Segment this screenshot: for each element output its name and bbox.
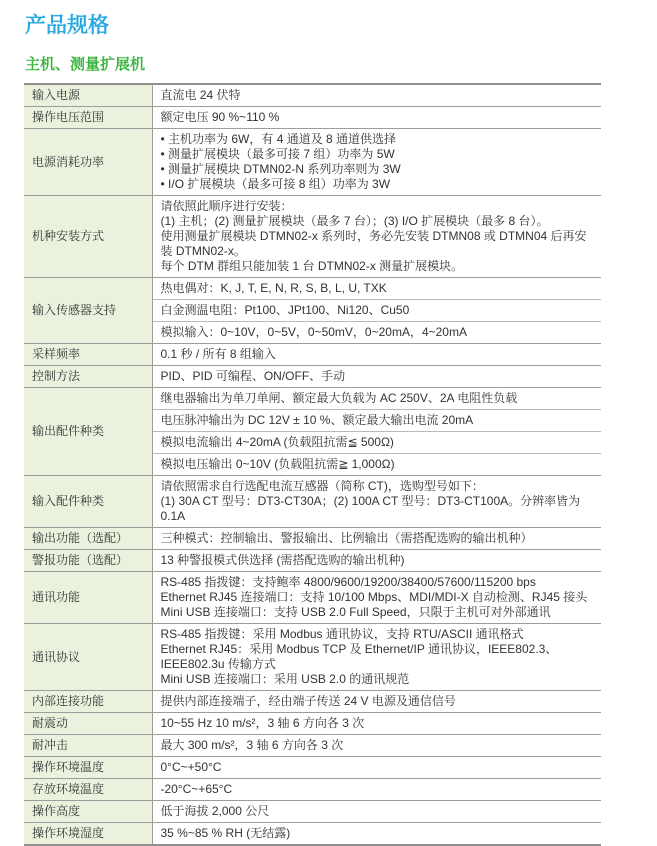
row-sampling-rate (24, 344, 601, 366)
spec-label: 耐震动 (24, 713, 152, 735)
spec-value-line: 使用测量扩展模块 DTMN02-x 系列时，务必先安装 DTMN08 或 DTMN04 后再安装 DTMN02-x。 (160, 229, 587, 258)
spec-label: 操作环境湿度 (24, 823, 152, 846)
spec-label: 输入配件种类 (24, 476, 152, 528)
spec-label: 存放环境温度 (24, 779, 152, 801)
spec-value: 模拟输入：0~10V，0~5V，0~50mV，0~20mA，4~20mA (152, 322, 601, 344)
row-shock-resistance (24, 735, 601, 757)
row-input-sensors (24, 278, 601, 300)
spec-value: 低于海拔 2,000 公尺 (152, 801, 601, 823)
spec-value: 提供内部连接端子，经由端子传送 24 V 电源及通信信号 (152, 691, 601, 713)
row-operating-humidity (24, 823, 601, 846)
spec-value: 35 %~85 % RH (无结露) (152, 823, 601, 846)
spec-label: 通讯协议 (24, 624, 152, 691)
spec-value-line: 每个 DTM 群组只能加装 1 台 DTMN02-x 测量扩展模块。 (160, 259, 464, 273)
spec-value-line: Ethernet RJ45 连接端口：支持 10/100 Mbps、MDI/MDI-X 自动检测、RJ45 接头 (160, 590, 588, 604)
spec-value: 10~55 Hz 10 m/s²，3 轴 6 方向各 3 次 (152, 713, 601, 735)
row-internal-connection (24, 691, 601, 713)
spec-label: 通讯功能 (24, 572, 152, 624)
spec-value-line: RS-485 指拨键：采用 Modbus 通讯协议，支持 RTU/ASCII 通讯格式 (160, 627, 524, 641)
spec-value: 直流电 24 伏特 (152, 84, 601, 107)
row-storage-temperature (24, 779, 601, 801)
spec-label: 操作电压范围 (24, 107, 152, 129)
spec-value (152, 624, 601, 691)
spec-label: 电源消耗功率 (24, 129, 152, 196)
spec-value (152, 196, 601, 278)
spec-value: PID、PID 可编程、ON/OFF、手动 (152, 366, 601, 388)
spec-value (152, 129, 601, 196)
spec-table (24, 83, 601, 846)
spec-value-line: • I/O 扩展模块（最多可接 8 组）功率为 3W (160, 177, 391, 191)
spec-value: 白金测温电阻：Pt100、JPt100、Ni120、Cu50 (152, 300, 601, 322)
spec-label: 控制方法 (24, 366, 152, 388)
product-spec-page (0, 13, 657, 840)
row-communication-protocol (24, 624, 601, 691)
spec-label: 耐冲击 (24, 735, 152, 757)
spec-value: 三种模式：控制输出、警报输出、比例输出（需搭配选购的输出机种） (152, 528, 601, 550)
row-communication-function (24, 572, 601, 624)
spec-label: 输入传感器支持 (24, 278, 152, 344)
row-operating-temperature (24, 757, 601, 779)
row-control-method (24, 366, 601, 388)
spec-value: 0°C~+50°C (152, 757, 601, 779)
row-output-accessories (24, 388, 601, 410)
spec-value-line: • 测量扩展模块（最多可接 7 组）功率为 5W (160, 147, 395, 161)
spec-value-line: (1) 主机；(2) 测量扩展模块（最多 7 台）；(3) I/O 扩展模块（最多 8 台）。 (160, 214, 549, 228)
spec-value: 额定电压 90 %~110 % (152, 107, 601, 129)
row-power-consumption (24, 129, 601, 196)
spec-label: 输入电源 (24, 84, 152, 107)
spec-value: -20°C~+65°C (152, 779, 601, 801)
spec-value-line: Mini USB 连接端口：采用 USB 2.0 的通讯规范 (160, 672, 410, 686)
row-operating-altitude (24, 801, 601, 823)
row-vibration-resistance (24, 713, 601, 735)
row-installation-method (24, 196, 601, 278)
spec-label: 机种安装方式 (24, 196, 152, 278)
spec-value: 0.1 秒 / 所有 8 组输入 (152, 344, 601, 366)
spec-value: 最大 300 m/s²，3 轴 6 方向各 3 次 (152, 735, 601, 757)
spec-label: 输出配件种类 (24, 388, 152, 476)
spec-label: 采样频率 (24, 344, 152, 366)
spec-label: 内部连接功能 (24, 691, 152, 713)
spec-value-line: Ethernet RJ45：采用 Modbus TCP 及 Ethernet/IP 通讯协议，IEEE802.3、IEEE802.3u 传输方式 (160, 642, 558, 671)
section-title: 主机、测量扩展机 (25, 56, 146, 73)
spec-value: 模拟电压输出 0~10V (负载阻抗需≧ 1,000Ω) (152, 454, 601, 476)
spec-label: 输出功能（选配） (24, 528, 152, 550)
spec-value-line: (1) 30A CT 型号：DT3-CT30A；(2) 100A CT 型号：DT3-CT100A。分辨率皆为 0.1A (160, 494, 581, 523)
spec-value-line: RS-485 指拨键：支持鲍率 4800/9600/19200/38400/57600/115200 bps (160, 575, 536, 589)
spec-label: 操作高度 (24, 801, 152, 823)
spec-value-line: 请依照此顺序进行安装： (160, 199, 293, 213)
spec-value: 继电器输出为单刀单闸、额定最大负载为 AC 250V、2A 电阻性负载 (152, 388, 601, 410)
page-title: 产品规格 (25, 14, 109, 37)
spec-value-line: Mini USB 连接端口：支持 USB 2.0 Full Speed，只限于主机可对外部通讯 (160, 605, 551, 619)
row-input-power (24, 84, 601, 107)
spec-value: 热电偶对：K, J, T, E, N, R, S, B, L, U, TXK (152, 278, 601, 300)
row-alarm-function (24, 550, 601, 572)
spec-label: 操作环境温度 (24, 757, 152, 779)
spec-value (152, 572, 601, 624)
spec-value (152, 476, 601, 528)
spec-label: 警报功能（选配） (24, 550, 152, 572)
spec-value: 13 种警报模式供选择 (需搭配选购的输出机种) (152, 550, 601, 572)
spec-value: 模拟电流输出 4~20mA (负载阻抗需≦ 500Ω) (152, 432, 601, 454)
spec-value-line: • 主机功率为 6W，有 4 通道及 8 通道供选择 (160, 132, 397, 146)
spec-value-line: 请依照需求自行选配电流互感器（简称 CT)，选购型号如下： (160, 479, 484, 493)
row-operating-voltage-range (24, 107, 601, 129)
row-input-accessories (24, 476, 601, 528)
spec-value: 电压脉冲输出为 DC 12V ± 10 %、额定最大输出电流 20mA (152, 410, 601, 432)
row-output-function (24, 528, 601, 550)
spec-value-line: • 测量扩展模块 DTMN02-N 系列功率则为 3W (160, 162, 401, 176)
